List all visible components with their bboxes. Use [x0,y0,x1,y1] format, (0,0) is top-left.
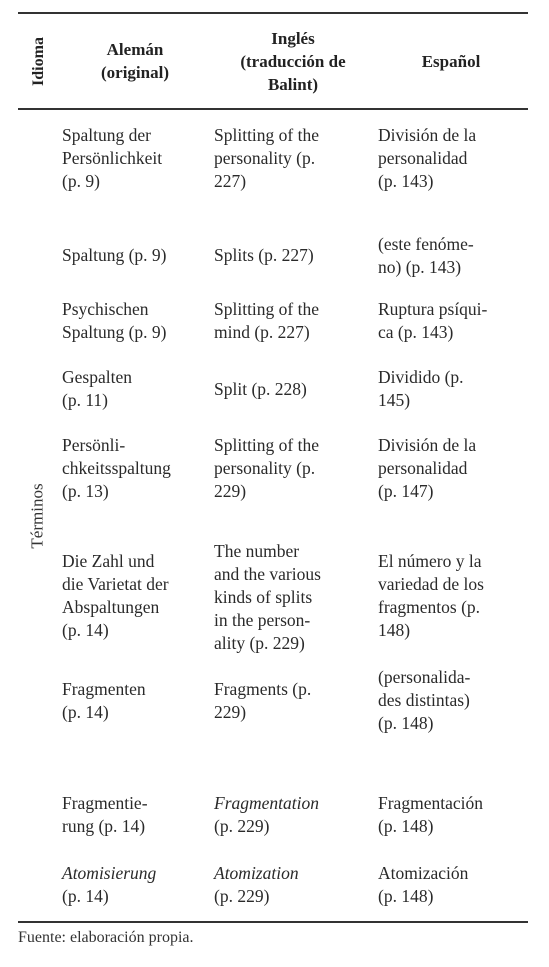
cell-ingles [214,792,374,838]
cell-aleman: Psychischen Spaltung (p. 9) [62,299,167,342]
cell-aleman: Persönli- chkeitsspaltung (p. 13) [62,435,171,501]
cell-ingles: Fragments (p. 229) [214,679,312,722]
cell-espanol: Atomización (p. 148) [378,863,469,906]
row-group-label-text: Términos [28,482,47,549]
header-idioma-label: Idioma [29,36,47,86]
cell-aleman: Die Zahl und die Varietat der Abspaltungen (p. 14) [62,551,169,640]
cell-espanol: Fragmentación (p. 148) [378,793,483,836]
cell-aleman: Fragmentie- rung (p. 14) [62,793,148,836]
cell-ingles: Splits (p. 227) [214,245,314,265]
cell-aleman: Spaltung der Persönlichkeit (p. 9) [62,125,163,191]
cell-aleman [62,862,210,908]
row-group-label [18,110,58,921]
cell-espanol: (personalida- des distintas) (p. 148) [378,667,471,733]
cell-ingles [214,862,374,908]
cell-aleman-italic: Atomisierung [62,863,157,883]
cell-ingles-rest: (p. 229) [214,886,270,906]
table-bottom-rule [18,921,528,923]
cell-espanol: Dividido (p. 145) [378,367,464,410]
header-idioma [18,14,58,108]
table-header-rule [18,108,528,110]
cell-ingles: The number and the various kinds of splits in the person- ality (p. 229) [214,541,321,653]
cell-ingles: Split (p. 228) [214,379,307,399]
header-espanol-label: Español [421,51,481,71]
cell-aleman: Fragmenten (p. 14) [62,679,146,722]
cell-ingles: Splitting of the mind (p. 227) [214,299,319,342]
cell-aleman: Spaltung (p. 9) [62,245,167,265]
cell-aleman: Gespalten (p. 11) [62,367,132,410]
header-ingles-label: Inglés (traducción de Balint) [240,28,346,94]
cell-espanol: División de la personalidad (p. 147) [378,435,477,501]
header-aleman-label: Alemán (original) [101,40,169,82]
cell-ingles-italic: Atomization [214,863,299,883]
cell-ingles: Splitting of the personality (p. 227) [214,125,319,191]
cell-espanol: Ruptura psíqui- ca (p. 143) [378,299,488,342]
cell-ingles: Splitting of the personality (p. 229) [214,435,319,501]
cell-espanol: El número y la variedad de los fragmentos (p. 148) [378,551,484,640]
cell-ingles-italic: Fragmentation [214,793,319,813]
cell-aleman-rest: (p. 14) [62,886,109,906]
cell-espanol: (este fenóme- no) (p. 143) [378,234,474,277]
cell-ingles-rest: (p. 229) [214,816,270,836]
header-aleman [60,14,210,108]
header-espanol [374,14,528,108]
header-ingles [213,14,373,108]
cell-espanol: División de la personalidad (p. 143) [378,125,477,191]
table-source-note: Fuente: elaboración propia. [18,929,194,946]
